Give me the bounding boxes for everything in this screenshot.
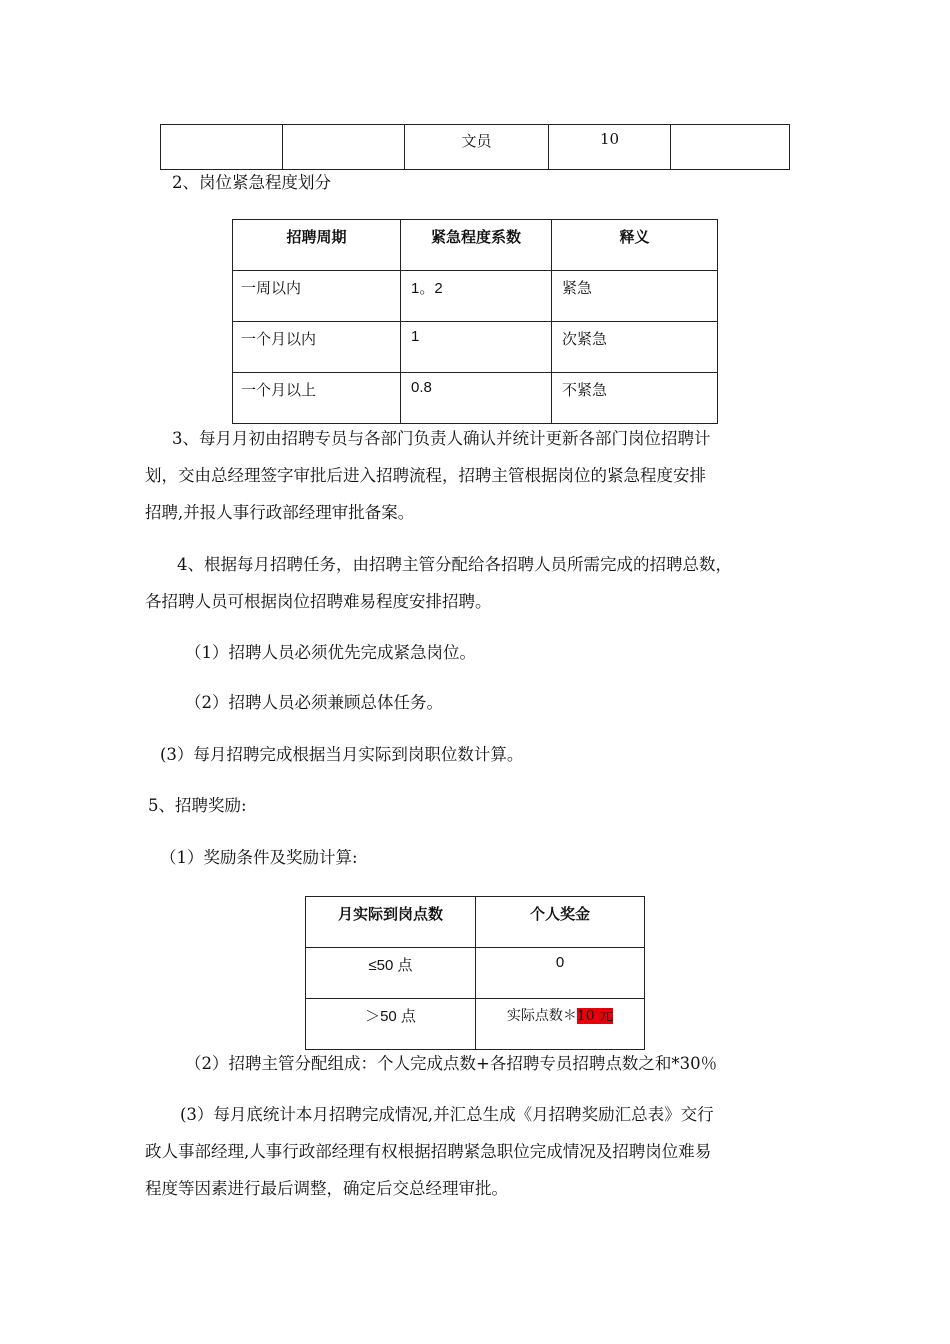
table-header-row: [233, 220, 718, 271]
paragraph-line: 4、根据每月招聘任务，由招聘主管分配给各招聘人员所需完成的招聘总数，: [177, 555, 732, 574]
table-cell: ≤50 点: [306, 948, 476, 999]
table-row: [306, 948, 645, 999]
table-header-row: [306, 897, 645, 948]
table-row: [306, 999, 645, 1050]
section-5-heading: 5、招聘奖励:: [148, 796, 247, 815]
section-2-heading: 2、岗位紧急程度划分: [172, 173, 331, 192]
table-row: [233, 373, 718, 424]
list-item: (3）每月招聘完成根据当月实际到岗职位数计算。: [160, 745, 524, 764]
table-cell: [283, 125, 405, 170]
table-header-cell: 个人奖金: [476, 897, 645, 948]
table-header-cell: 紧急程度系数: [401, 220, 552, 271]
paragraph-line: (3）每月底统计本月招聘完成情况,并汇总生成《月招聘奖励汇总表》交行: [180, 1105, 714, 1124]
table-cell: 1。2: [401, 271, 552, 322]
table-header-cell: 释义: [552, 220, 718, 271]
urgency-table: [232, 219, 718, 424]
table-cell: 一个月以内: [233, 322, 401, 373]
paragraph-line: 3、每月月初由招聘专员与各部门负责人确认并统计更新各部门岗位招聘计: [172, 429, 711, 448]
table-cell: 次紧急: [552, 322, 718, 373]
bonus-formula-label: 实际点数＊: [506, 1008, 577, 1024]
table-cell: 不紧急: [552, 373, 718, 424]
paragraph-line: 程度等因素进行最后调整，确定后交总经理审批。: [145, 1179, 508, 1198]
paragraph-line: 招聘,并报人事行政部经理审批备案。: [145, 503, 415, 522]
reward-table: [305, 896, 645, 1050]
table-cell: 紧急: [552, 271, 718, 322]
table-cell: ＞50 点: [306, 999, 476, 1050]
table-row: [233, 271, 718, 322]
table-cell: 一个月以上: [233, 373, 401, 424]
section-5-sub-1: （1）奖励条件及奖励计算:: [160, 848, 358, 867]
table-header-cell: 招聘周期: [233, 220, 401, 271]
list-item: （1）招聘人员必须优先完成紧急岗位。: [185, 643, 476, 662]
section-5-sub-2: （2）招聘主管分配组成：个人完成点数+各招聘专员招聘点数之和*30％: [185, 1054, 718, 1073]
paragraph-line: 各招聘人员可根据岗位招聘难易程度安排招聘。: [145, 592, 492, 611]
table-cell: 0: [476, 948, 645, 999]
table-cell: 10: [549, 125, 671, 170]
table-cell: 一周以内: [233, 271, 401, 322]
list-item: （2）招聘人员必须兼顾总体任务。: [185, 693, 443, 712]
table-cell: [161, 125, 283, 170]
table-cell: [671, 125, 790, 170]
table-cell: 文员: [405, 125, 549, 170]
table-cell: [476, 999, 645, 1050]
table-row: [233, 322, 718, 373]
table-header-cell: 月实际到岗点数: [306, 897, 476, 948]
highlighted-rate: 10 元: [576, 1008, 614, 1024]
table-cell: 0.8: [401, 373, 552, 424]
paragraph-line: 划，交由总经理签字审批后进入招聘流程，招聘主管根据岗位的紧急程度安排: [145, 466, 706, 485]
table-cell: 1: [401, 322, 552, 373]
paragraph-line: 政人事部经理,人事行政部经理有权根据招聘紧急职位完成情况及招聘岗位难易: [145, 1142, 712, 1161]
